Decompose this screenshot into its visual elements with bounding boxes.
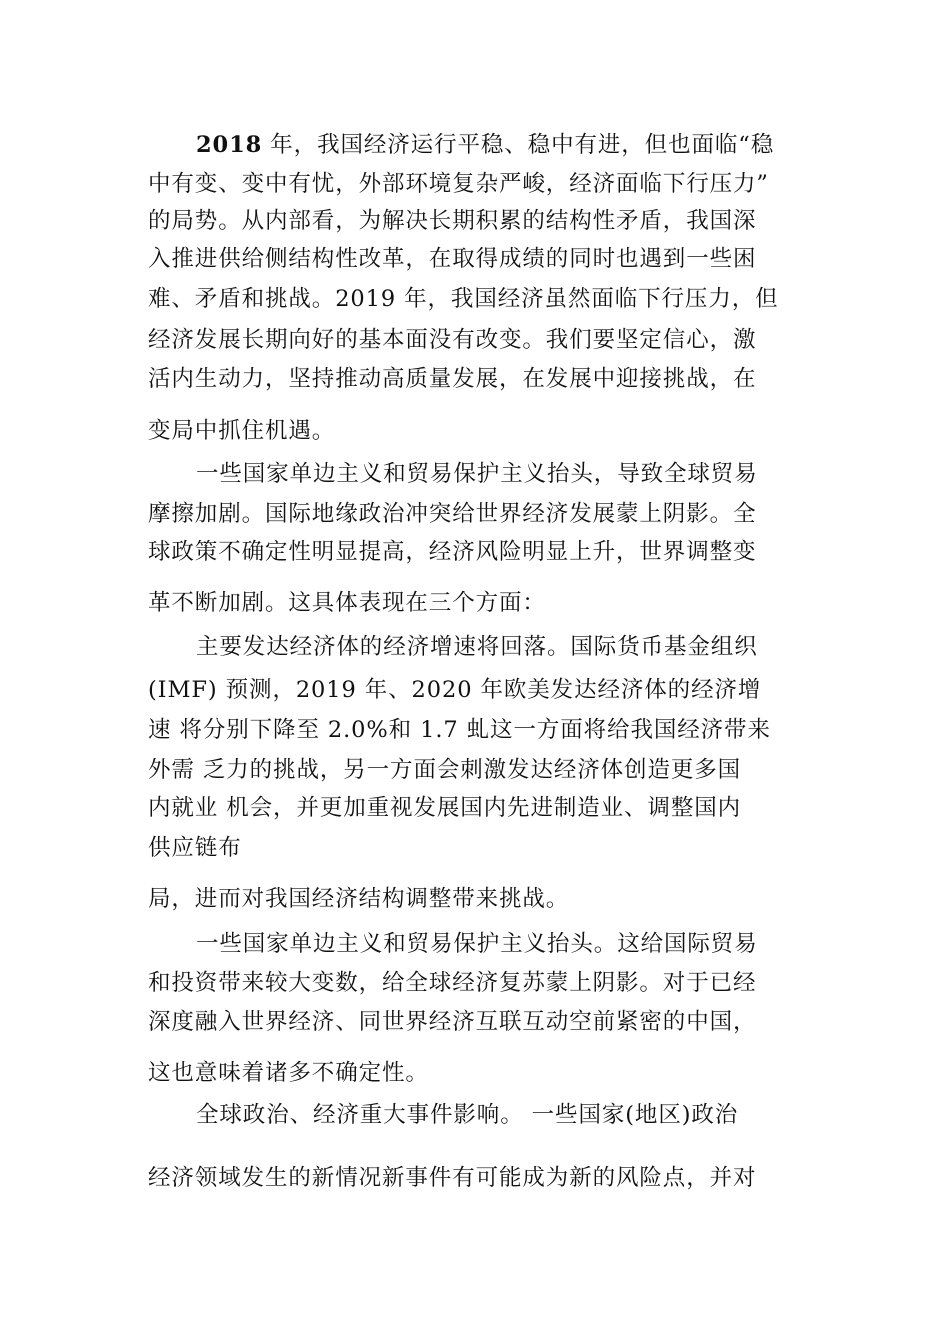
- paragraph-1-line-7: 活内生动力，坚持推动高质量发展，在发展中迎接挑战，在: [148, 366, 757, 392]
- paragraph-2-line-1: 一些国家单边主义和贸易保护主义抬头，导致全球贸易: [196, 461, 758, 487]
- paragraph-3-line-1: 主要发达经济体的经济增速将回落。国际货币基金组织: [196, 634, 758, 660]
- paragraph-4-line-2: 和投资带来较大变数，给全球经济复苏蒙上阴影。对于已经: [148, 970, 757, 996]
- paragraph-2-line-4: 革不断加剧。这具体表现在三个方面：: [148, 590, 546, 616]
- paragraph-1-line-3: 的局势。从内部看，为解决长期积累的结构性矛盾，我国深: [148, 208, 757, 234]
- paragraph-1-line-5: 难、矛盾和挑战。2019 年，我国经济虽然面临下行压力，但: [148, 286, 779, 312]
- paragraph-1-line-8: 变局中抓住机遇。: [148, 418, 336, 444]
- paragraph-3-line-3: 速 将分别下降至 2.0%和 1.7 虬这一方面将给我国经济带来: [148, 717, 771, 743]
- paragraph-4-line-1: 一些国家单边主义和贸易保护主义抬头。这给国际贸易: [196, 931, 758, 957]
- paragraph-5-line-1: 全球政治、经济重大事件影响。 一些国家(地区)政治: [196, 1102, 739, 1128]
- paragraph-2-line-3: 球政策不确定性明显提高，经济风险明显上升，世界调整变: [148, 539, 757, 565]
- paragraph-4-line-4: 这也意味着诸多不确定性。: [148, 1060, 429, 1086]
- paragraph-3-line-5: 内就业 机会，并更加重视发展国内先进制造业、调整国内: [148, 795, 742, 821]
- paragraph-1-line-6: 经济发展长期向好的基本面没有改变。我们要坚定信心，激: [148, 327, 757, 353]
- paragraph-3-line-2: (IMF) 预测，2019 年、2020 年欧美发达经济体的经济增: [148, 677, 762, 703]
- paragraph-1-line-4: 入推进供给侧结构性改革，在取得成绩的同时也遇到一些困: [148, 246, 757, 272]
- paragraph-3-line-6: 供应链布: [148, 835, 242, 861]
- paragraph-3-line-4: 外需 乏力的挑战，另一方面会刺激发达经济体创造更多国: [148, 757, 742, 783]
- paragraph-5-line-2: 经济领域发生的新情况新事件有可能成为新的风险点，并对: [148, 1165, 757, 1191]
- paragraph-3-line-7: 局，进而对我国经济结构调整带来挑战。: [148, 886, 570, 912]
- paragraph-1-line-1-text: 年，我国经济运行平稳、稳中有进，但也面临“稳: [262, 132, 775, 158]
- paragraph-1-line-1: [196, 130, 774, 160]
- year-lead: 2018: [196, 132, 263, 158]
- paragraph-4-line-3: 深度融入世界经济、同世界经济互联互动空前紧密的中国，: [148, 1009, 757, 1035]
- paragraph-2-line-2: 摩擦加剧。国际地缘政治冲突给世界经济发展蒙上阴影。全: [148, 501, 757, 527]
- paragraph-1-line-2: 中有变、变中有忧，外部环境复杂严峻，经济面临下行压力”: [148, 171, 769, 197]
